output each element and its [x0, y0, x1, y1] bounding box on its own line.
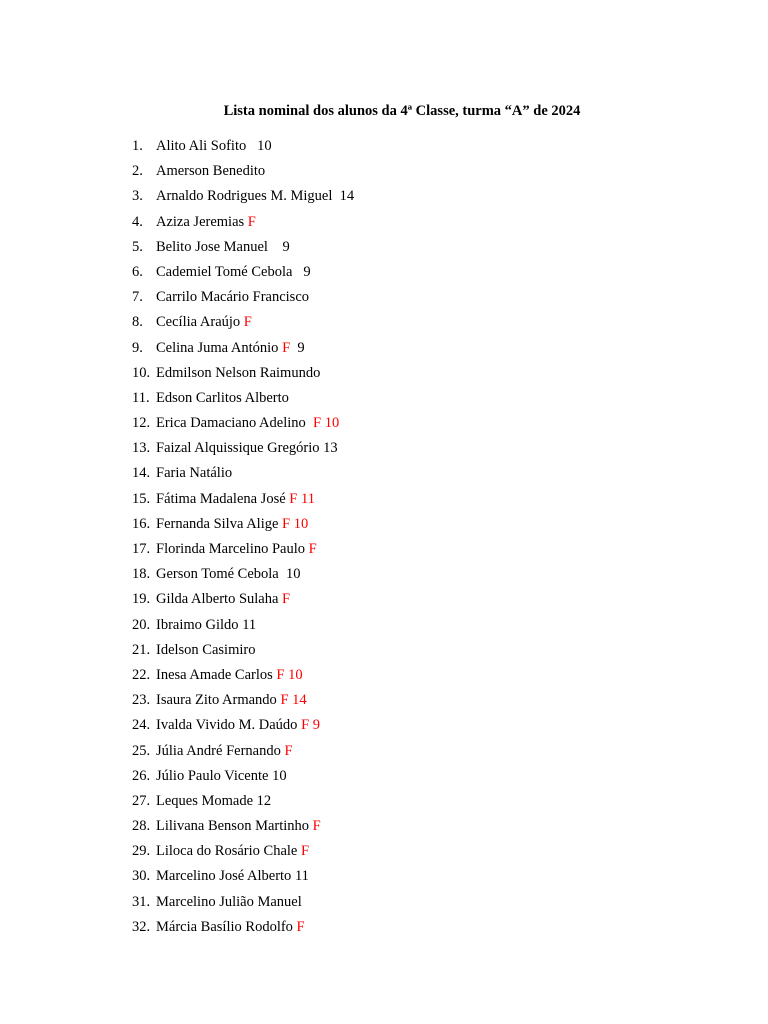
student-name: Florinda Marcelino Paulo — [156, 541, 306, 557]
spacer — [268, 239, 283, 255]
list-item — [132, 212, 354, 237]
list-item — [132, 866, 354, 891]
item-number: 17. — [132, 541, 151, 557]
fault-mark: F — [280, 692, 289, 709]
student-grade: 9 — [312, 717, 321, 734]
list-item — [132, 186, 354, 211]
list-item — [132, 892, 354, 917]
student-grade: 14 — [292, 692, 307, 709]
list-item — [132, 161, 354, 186]
item-number: 32. — [132, 918, 151, 935]
list-item — [132, 715, 354, 740]
list-item — [132, 741, 354, 766]
list-item — [132, 690, 354, 715]
student-name: Faria Natálio — [156, 465, 233, 482]
student-name: Fátima Madalena José — [156, 490, 286, 507]
list-item — [132, 564, 354, 589]
item-number: 5. — [132, 238, 143, 255]
item-number: 1. — [132, 138, 143, 154]
student-name: Arnaldo Rodrigues M. Miguel — [156, 188, 333, 205]
list-item — [132, 136, 354, 161]
student-grade: 11 — [301, 490, 315, 507]
list-item — [132, 841, 354, 866]
list-item — [132, 539, 354, 564]
list-item — [132, 287, 354, 312]
item-number: 25. — [132, 742, 151, 759]
item-number: 3. — [132, 188, 143, 205]
list-item — [132, 489, 354, 514]
list-item — [132, 388, 354, 413]
student-grade: 9 — [297, 339, 305, 356]
spacer — [332, 188, 339, 204]
student-name: Fernanda Silva Alige — [156, 515, 279, 532]
item-number: 13. — [132, 440, 151, 457]
list-item — [132, 413, 354, 438]
fault-mark: F — [300, 843, 310, 860]
student-grade: 14 — [339, 188, 355, 205]
list-item — [132, 615, 354, 640]
student-grade: 13 — [323, 440, 338, 457]
item-number: 22. — [132, 666, 151, 683]
student-name: Celina Juma António — [156, 339, 279, 356]
item-number: 28. — [132, 818, 151, 835]
student-name: Erica Damaciano Adelino — [156, 415, 310, 432]
fault-mark: F — [282, 591, 291, 608]
item-number: 10. — [132, 364, 151, 381]
list-item — [132, 363, 354, 388]
student-name: Amerson Benedito — [156, 163, 266, 180]
list-item — [132, 766, 354, 791]
list-item — [132, 237, 354, 262]
student-name: Marcelino Julião Manuel — [156, 893, 302, 910]
student-grade: 10 — [324, 415, 340, 432]
item-number: 23. — [132, 692, 151, 709]
item-number: 24. — [132, 717, 151, 734]
student-name: Faizal Alquissique Gregório — [156, 440, 320, 457]
item-number: 30. — [132, 868, 151, 885]
list-item — [132, 514, 354, 539]
list-item — [132, 463, 354, 488]
fault-mark: F — [276, 666, 285, 683]
item-number: 8. — [132, 314, 143, 331]
student-name: Edmilson Nelson Raimundo — [156, 364, 321, 381]
list-item — [132, 589, 354, 614]
fault-mark: F — [284, 742, 293, 759]
student-name: Edson Carlitos Alberto — [156, 389, 289, 406]
fault-mark: F — [296, 918, 305, 935]
item-number: 12. — [132, 415, 151, 432]
student-name: Lilivana Benson Martinho — [156, 818, 310, 835]
item-number: 31. — [132, 893, 151, 910]
student-name: Alito Ali Sofito — [156, 138, 247, 154]
spacer — [246, 138, 257, 154]
student-name: Ivalda Vivido M. Daúdo — [156, 717, 298, 734]
student-grade: 10 — [257, 138, 272, 154]
item-number: 2. — [132, 163, 143, 180]
item-number: 6. — [132, 263, 143, 280]
student-name: Cademiel Tomé Cebola — [156, 263, 293, 280]
list-item — [132, 665, 354, 690]
item-number: 20. — [132, 616, 151, 633]
fault-mark: F — [312, 818, 321, 835]
fault-mark: F — [247, 213, 256, 230]
list-item — [132, 917, 354, 942]
item-number: 9. — [132, 339, 143, 356]
student-name: Carrilo Macário Francisco — [156, 289, 310, 306]
student-name: Gilda Alberto Sulaha — [156, 591, 279, 608]
student-name: Inesa Amade Carlos — [156, 666, 273, 683]
fault-mark: F — [313, 415, 322, 432]
fault-mark: F — [243, 314, 252, 331]
student-grade: 10 — [288, 666, 303, 683]
student-name: Ibraimo Gildo — [156, 616, 239, 633]
fault-mark: F — [289, 490, 298, 507]
student-name: Isaura Zito Armando — [156, 692, 277, 709]
spacer — [279, 566, 286, 582]
fault-mark: F — [301, 717, 310, 734]
list-item — [132, 791, 354, 816]
student-name: Belito Jose Manuel — [156, 238, 268, 255]
student-grade: 10 — [272, 767, 287, 784]
student-name: Liloca do Rosário Chale — [156, 843, 298, 860]
item-number: 26. — [132, 767, 151, 784]
student-grade: 11 — [242, 616, 257, 633]
item-number: 29. — [132, 843, 151, 860]
student-grade: 10 — [293, 515, 309, 532]
student-name: Marcelino José Alberto — [156, 868, 292, 885]
item-number: 14. — [132, 465, 151, 482]
fault-mark: F — [282, 339, 291, 356]
list-item — [132, 438, 354, 463]
item-number: 27. — [132, 792, 151, 809]
item-number: 18. — [132, 566, 151, 583]
student-name: Cecília Araújo — [156, 314, 241, 331]
list-item — [132, 816, 354, 841]
fault-mark: F — [308, 541, 317, 557]
student-name: Júlia André Fernando — [156, 742, 281, 759]
list-item — [132, 338, 354, 363]
item-number: 7. — [132, 289, 143, 306]
student-grade: 12 — [256, 792, 272, 809]
student-list — [132, 136, 354, 942]
item-number: 11. — [132, 389, 150, 406]
student-name: Leques Momade — [156, 792, 254, 809]
student-name: Aziza Jeremias — [156, 213, 245, 230]
student-grade: 9 — [282, 238, 290, 255]
list-item — [132, 262, 354, 287]
student-name: Idelson Casimiro — [156, 641, 256, 658]
list-item — [132, 640, 354, 665]
student-name: Gerson Tomé Cebola — [156, 566, 279, 583]
student-grade: 9 — [303, 263, 311, 280]
item-number: 21. — [132, 641, 151, 658]
list-item — [132, 312, 354, 337]
student-grade: 11 — [294, 868, 309, 885]
item-number: 16. — [132, 515, 151, 532]
item-number: 15. — [132, 490, 151, 507]
page-title: Lista nominal dos alunos da 4ª Classe, turma “A” de 2024 — [223, 103, 581, 119]
student-name: Júlio Paulo Vicente — [156, 767, 269, 784]
spacer — [292, 264, 303, 280]
item-number: 19. — [132, 591, 151, 608]
student-name: Márcia Basílio Rodolfo — [156, 918, 293, 935]
fault-mark: F — [282, 515, 291, 532]
item-number: 4. — [132, 213, 143, 230]
student-grade: 10 — [286, 566, 301, 583]
